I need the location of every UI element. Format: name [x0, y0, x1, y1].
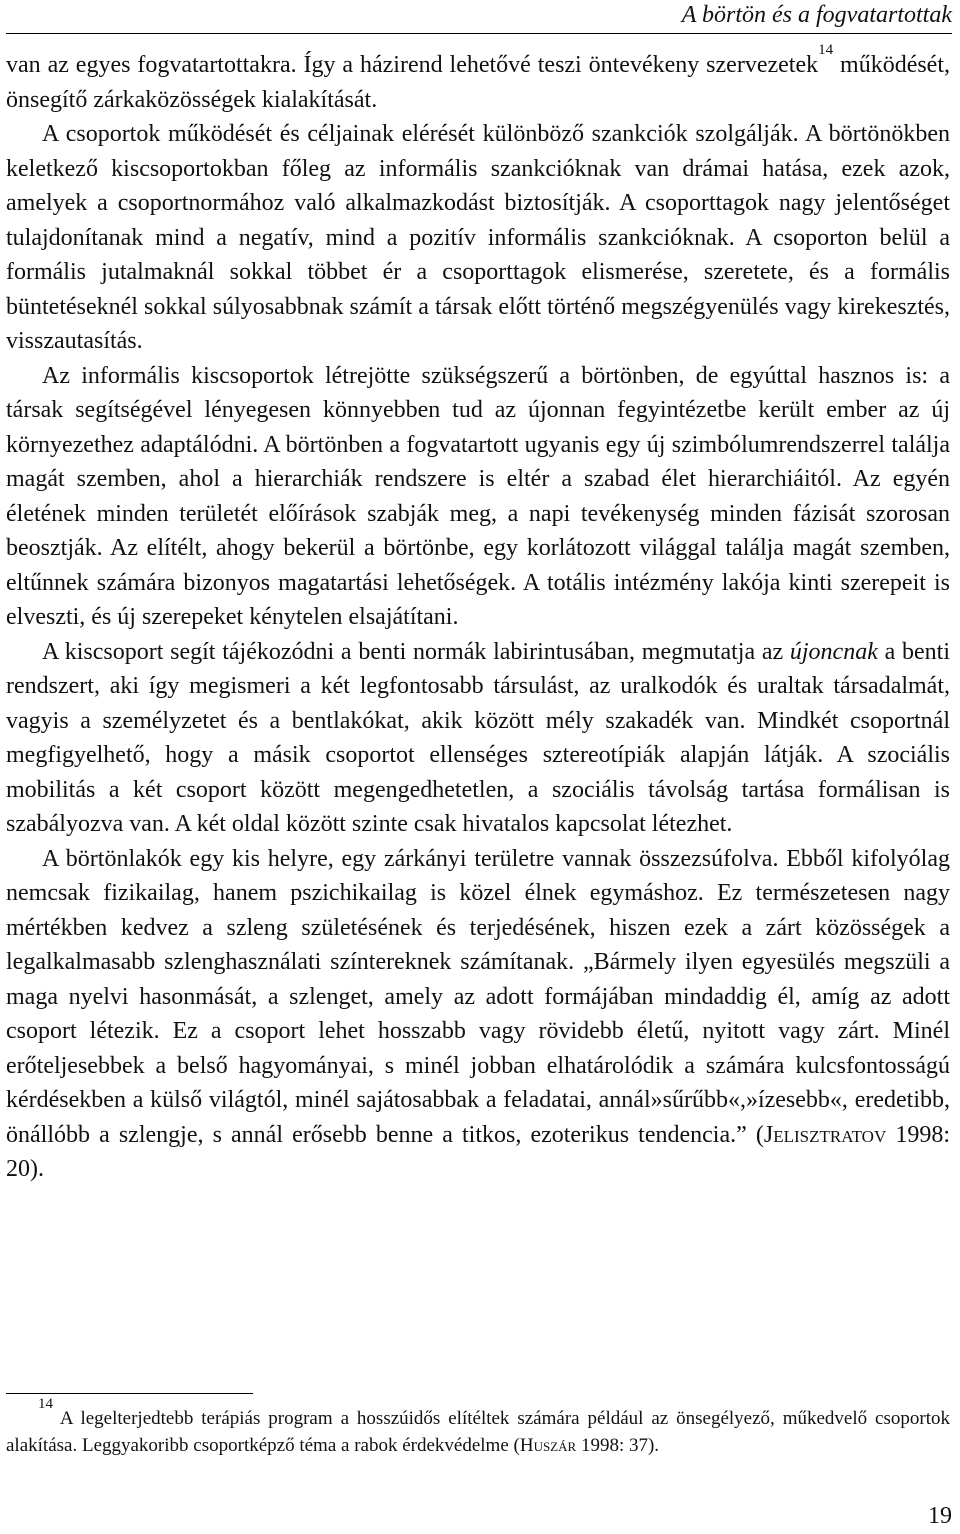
paragraph-1 [6, 42, 951, 117]
page-number: 19 [928, 1503, 952, 1529]
paragraph-5-text-b: 1998: 20). [6, 1121, 950, 1182]
footnote-citation-author: Huszár [519, 1435, 577, 1456]
footnote [6, 1395, 950, 1459]
footnote-rule [6, 1393, 253, 1394]
emphasized-term: újoncnak [789, 638, 878, 665]
citation-author: Jelisztratov [763, 1121, 887, 1148]
running-title: A börtön és a fogvatartottak [681, 2, 952, 28]
paragraph-5-text-a: A börtönlakók egy kis helyre, egy zárkányi területre vannak összezsúfolva. Ebből kifolyólag nemcsak fizikailag, hanem pszichikailag is közel élnek egymáshoz. Ez természetesen nagy mértékben kedvez a szleng születésének és terjedésének, hiszen ezek a zárt közösségek a legalkalmasabb szlenghasználati színtereknek számítanak. „Bármely ilyen egyesülés megszüli a maga nyelvi hasonmását, a szlenget, amely az adott formájában mindaddig él, amíg az adott csoport létezik. Ez a csoport lehet hosszabb vagy rövidebb életű, nyitott vagy zárt. Minél erőteljesebbek a belső hagyományai, s minél jobban elhatárolódik a számára kulcsfontosságú kérdésekben a külső világtól, minél sajátosabbak a feladatai, annál»sűrűbb«,»ízesebb«, eredetibb, önállóbb a szlengje, s annál erősebb benne a titkos, ezoterikus tendencia.” ( [6, 845, 950, 1148]
footnote-number: 14 [38, 1395, 53, 1412]
paragraph-4-text-b: a benti rendszert, aki így megismeri a két legfontosabb társulást, az uralkodók és uraltak társadalmát, vagyis a személyzetet és a bentlakókat, akik között mély szakadék van. Mindkét csoportnál megfigyelhető, hogy a másik csoportot ellenséges sztereotípiák alapján látják. A szociális mobilitás a két csoport között megengedhetetlen, a szociális távolság tartása formálisan is szabályozva van. A két oldal között szinte csak hivatalos kapcsolat létezhet. [6, 638, 950, 837]
footnote-text-b: 1998: 37). [576, 1435, 660, 1456]
paragraph-4 [6, 635, 950, 842]
paragraph-1-text-b: működését, önsegítő zárkaközösségek kialakítását. [6, 52, 951, 113]
paragraph-5 [6, 842, 950, 1187]
body-text [6, 42, 951, 1187]
paragraph-1-text-a: van az egyes fogvatartottakra. Így a házirend lehetővé teszi öntevékeny szervezetek [6, 52, 819, 78]
footnote-text [6, 1395, 950, 1459]
footnote-reference: 14 [818, 42, 834, 58]
running-header [6, 0, 952, 34]
paragraph-3: Az informális kiscsoportok létrejötte szükségszerű a börtönben, de egyúttal hasznos is: a társak segítségével lényegesen könnyebben tud az újonnan fegyintézetbe került ember az új környezethez adaptálódni. A börtönben a fogvatartott ugyanis egy új szimbólumrendszerrel találja magát szemben, ahol a hierarchiák rendszere is eltér a szabad élet hierarchiáitól. Az egyén életének minden területét előírások szabják meg, a napi tevékenység minden fázisát szorosan beosztják. Az elítélt, ahogy bekerül a börtönbe, egy korlátozott világgal találja magát szemben, eltűnnek számára bizonyos magatartási lehetőségek. A totális intézmény lakója kinti szerepeit is elveszti, és új szerepeket kénytelen elsajátítani. [6, 362, 950, 630]
paragraph-4-text-a: A kiscsoport segít tájékozódni a benti normák labirintusában, megmutatja az [42, 638, 790, 665]
footnote-text-a: A legelterjedtebb terápiás program a hosszúidős elítéltek számára például az önsegélyező, műkedvelő csoportok alakítása. Leggyakoribb csoportképző téma a rabok érdekvédelme ( [6, 1408, 950, 1456]
paragraph-2: A csoportok működését és céljainak elérését különböző szankciók szolgálják. A börtönökben keletkező kiscsoportokban főleg az informális szankcióknak van drámai hatása, ezek azok, amelyek a csoportnormához való alkalmazkodást biztosítják. A csoporttagok nagy jelentőséget tulajdonítanak mind a negatív, mind a pozitív informális szankcióknak. A csoporton belül a formális jutalmaknál sokkal többet ér a csoporttagok elismerése, szeretete, és a formális büntetéseknél sokkal súlyosabbnak számít a társak előtt történő megszégyenülés vagy kirekesztés, visszautasítás. [6, 121, 950, 354]
